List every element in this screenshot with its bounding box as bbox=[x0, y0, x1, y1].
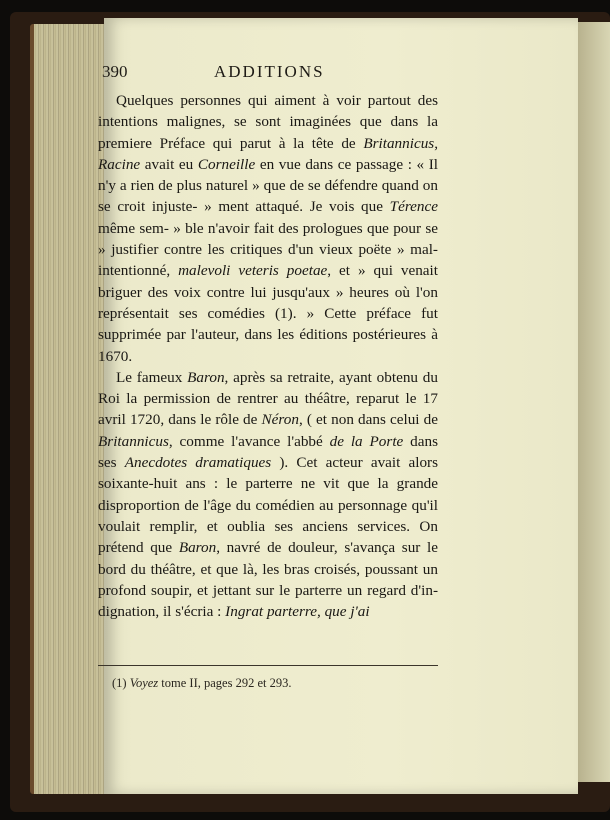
footnote-rule bbox=[98, 665, 438, 666]
text-run-italic: Anecdotes dramatiques bbox=[124, 454, 272, 472]
text-run: Quelques personnes qui aiment à voir partout des intentions malignes, se sont imaginées que dans la premiere Préface qui parut à la tête de bbox=[98, 92, 438, 152]
text-run: en vue dans ce passage : « Il n'y a rien de plus naturel » que de se défendre quand on se croit injuste- » ment attaqué. Je vois que bbox=[98, 155, 439, 216]
text-run: , bbox=[434, 134, 438, 152]
paragraph-2 bbox=[98, 367, 438, 623]
text-run: avait eu bbox=[140, 155, 198, 173]
body-text bbox=[98, 90, 438, 622]
text-run: Le fameux bbox=[116, 368, 188, 386]
footnote-text: tome II, pages 292 et 293. bbox=[158, 676, 292, 690]
footnote-italic: Voyez bbox=[129, 676, 159, 690]
text-run-italic: Britannicus bbox=[363, 134, 435, 152]
text-run: dans ses bbox=[98, 432, 438, 472]
text-run: , ( et non dans celui de bbox=[298, 411, 438, 429]
text-run-italic: Corneille bbox=[197, 155, 256, 173]
text-run-italic: Britannicus bbox=[98, 432, 169, 450]
facing-page-edge bbox=[578, 22, 610, 782]
text-run-italic: de la Porte bbox=[329, 432, 404, 450]
text-run-italic: malevoli veteris poetae bbox=[178, 262, 328, 280]
text-run-italic: Racine bbox=[98, 155, 141, 173]
footnote bbox=[112, 676, 291, 691]
text-run-italic: Térence bbox=[389, 198, 438, 216]
paragraph-1 bbox=[98, 90, 438, 367]
text-run-italic: Baron bbox=[178, 539, 217, 557]
text-run-italic: Néron bbox=[261, 411, 299, 429]
text-run: ). Cet acteur avait alors soixante-huit ans : le parterre ne vit que la grande disproportion de l'âge du comédien au personnage qu'il voulait remplir, et oublia ses anciens services. On prétend que bbox=[98, 454, 439, 557]
text-run-italic: Baron bbox=[187, 368, 225, 386]
text-run: , navré de douleur, s'avança sur le bord du théâtre, et que là, les bras croisés, poussant un profond soupir, et jettant sur le parterre un regard d'in- dignation, il s'écria : bbox=[98, 539, 438, 621]
text-run: , après sa retraite, ayant obtenu du Roi la permission de rentrer au théâtre, reparut le 17 avril 1720, dans le rôle de bbox=[98, 368, 438, 429]
footnote-marker: (1) bbox=[112, 676, 127, 690]
text-run: , et » qui venait briguer des voix contre lui jusqu'aux » heures où l'on représentait ses comédies (1). » Cette préface fut supprimée par l'auteur, dans les éditions postérieures à 1670. bbox=[98, 262, 438, 365]
text-run: même sem- » ble n'avoir fait des prologues que pour se » justifier contre les critiques d'un vieux poëte » mal-intentionné, bbox=[98, 219, 438, 280]
running-head: ADDITIONS bbox=[214, 62, 325, 81]
text-run: , comme l'avance l'abbé bbox=[168, 432, 330, 450]
page-edges bbox=[30, 24, 108, 794]
text-run-italic: Ingrat parterre, que j'ai bbox=[225, 603, 370, 621]
page-number: 390 bbox=[102, 62, 128, 81]
page-header bbox=[102, 62, 442, 88]
